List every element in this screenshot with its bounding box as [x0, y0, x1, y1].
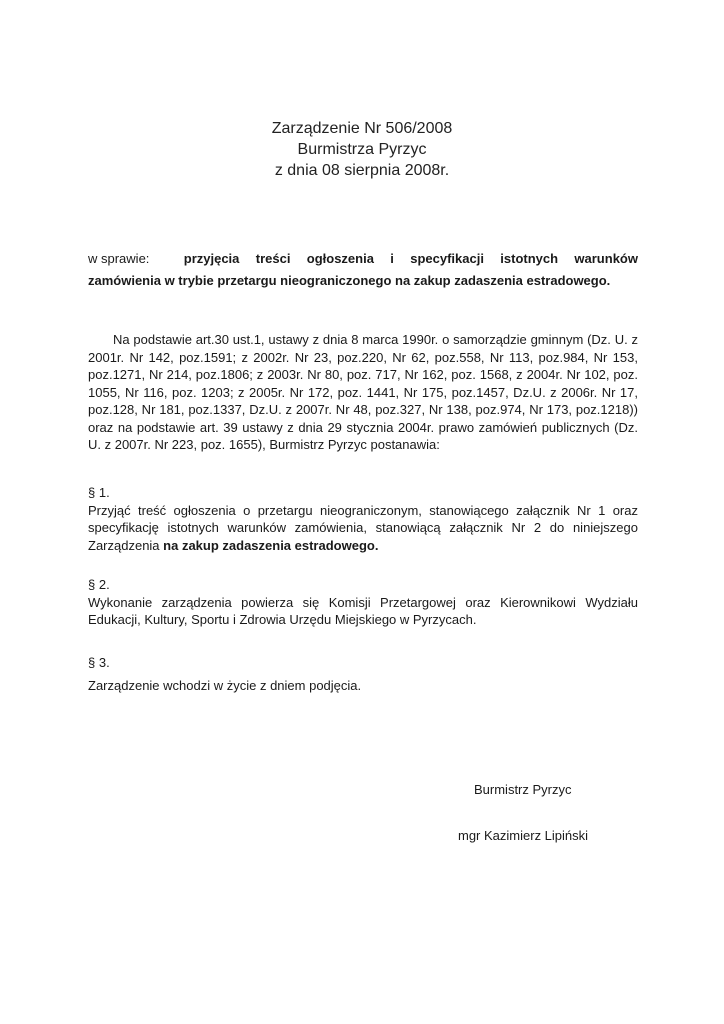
section-bold-text: na zakup zadaszenia estradowego. [163, 537, 379, 553]
subject-word: treści [255, 251, 291, 266]
subject-word: istotnych [500, 251, 559, 266]
signature-name: mgr Kazimierz Lipiński [458, 828, 589, 843]
section-1 [88, 484, 638, 554]
document-title [0, 118, 724, 181]
section-3-text: Zarządzenie wchodzi w życie z dniem podjęcia. [88, 678, 362, 693]
subject-word: i [390, 251, 394, 266]
section-3-number: § 3. [88, 655, 110, 670]
title-line-order-number: Zarządzenie Nr 506/2008 [271, 120, 453, 137]
subject-word: ogłoszenia [306, 251, 374, 266]
subject-word: przyjęcia [183, 251, 240, 266]
legal-basis-paragraph: Na podstawie art.30 ust.1, ustawy z dnia 8 marca 1990r. o samorządzie gminnym (Dz. U. z 2001r. Nr 142, poz.1591; z 2002r. Nr 23, poz.220, Nr 62, poz.558, Nr 113, poz.984, Nr 153, poz.1271, Nr 214, poz.1806; z 2003r. Nr 80, poz. 717, Nr 162, poz. 1568, z 2004r. Nr 102, poz. 1055, Nr 116, poz. 1203; z 2005r. Nr 172, poz. 1441, Nr 175, poz.1457, Dz.U. z 2006r. Nr 17, poz.128, Nr 181, poz.1337, Dz.U. z 2007r. Nr 48, poz.327, Nr 138, poz.974, Nr 173, poz.1218)) oraz na podstawie art. 39 ustawy z dnia 29 stycznia 2004r. prawo zamówień publicznych (Dz. U. z 2007r. Nr 223, poz. 1655), Burmistrz Pyrzyc postanawia: [88, 332, 638, 452]
subject-word: warunków [574, 251, 638, 266]
section-2 [88, 576, 638, 629]
section-number: § 1. [88, 485, 110, 500]
section-text: Wykonanie zarządzenia powierza się Komisji Przetargowej oraz Kierownikowi Wydziału Edukacji, Kultury, Sportu i Zdrowia Urzędu Miejskiego w Pyrzycach. [88, 594, 638, 627]
title-line-issuer: Burmistrza Pyrzyc [297, 141, 427, 158]
subject-paragraph [88, 248, 638, 292]
subject-word: specyfikacji [410, 251, 484, 266]
title-line-date: z dnia 08 sierpnia 2008r. [274, 162, 450, 179]
section-number: § 2. [88, 577, 110, 592]
subject-line-2: zamówienia w trybie przetargu nieograniczonego na zakup zadaszenia estradowego. [88, 273, 611, 288]
subject-line-1 [88, 248, 638, 270]
section-text: Przyjąć treść ogłoszenia o przetargu nieograniczonym, stanowiącego załącznik Nr 1 oraz specyfikację istotnych warunków zamówienia, stanowiącą załącznik Nr 2 do niniejszego Zarządzenia [88, 502, 638, 553]
signature-title: Burmistrz Pyrzyc [474, 782, 572, 797]
subject-lead: w sprawie: [88, 251, 150, 266]
